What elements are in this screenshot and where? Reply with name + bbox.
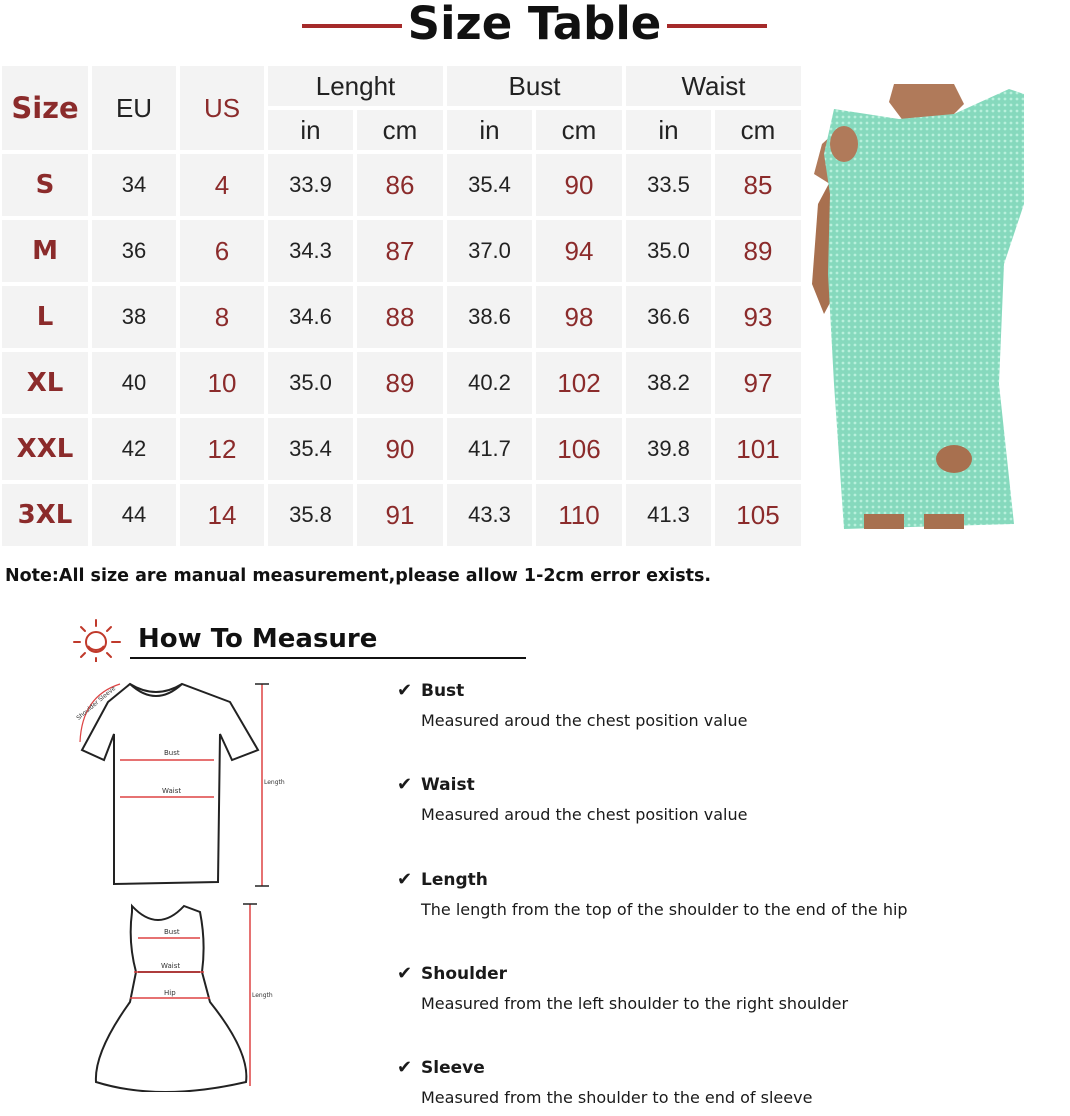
unit-cm: cm <box>357 110 443 150</box>
how-to-measure-title: How To Measure <box>138 624 378 654</box>
size-header: Size <box>2 66 88 150</box>
bust-cm-cell: 102 <box>536 352 622 414</box>
table-row <box>2 286 801 348</box>
dress-length-label: Length <box>252 992 273 999</box>
eu-header: EU <box>92 66 176 150</box>
unit-in: in <box>447 110 532 150</box>
unit-in: in <box>626 110 711 150</box>
length-in-cell: 35.8 <box>268 484 353 546</box>
check-icon: ✔ <box>397 774 413 795</box>
length-cm-cell: 86 <box>357 154 443 216</box>
table-row <box>2 484 801 546</box>
bust-in-cell: 37.0 <box>447 220 532 282</box>
eu-cell: 42 <box>92 418 176 480</box>
item-title: Length <box>421 870 488 890</box>
waist-cm-cell: 101 <box>715 418 801 480</box>
bust-in-cell: 41.7 <box>447 418 532 480</box>
size-cell: XL <box>2 352 88 414</box>
unit-in: in <box>268 110 353 150</box>
model-photo <box>804 84 1024 529</box>
model-illustration <box>804 84 1024 529</box>
bust-in-cell: 35.4 <box>447 154 532 216</box>
waist-in-cell: 33.5 <box>626 154 711 216</box>
list-item <box>397 774 747 824</box>
shoulder-sleeve-label: Shoulder Sleeve <box>75 685 118 722</box>
list-item <box>397 869 908 919</box>
tshirt-waist-label: Waist <box>162 787 182 795</box>
header-row-groups <box>2 66 801 106</box>
us-header: US <box>180 66 264 150</box>
table-row <box>2 220 801 282</box>
item-desc: The length from the top of the shoulder to the end of the hip <box>421 900 908 919</box>
table-row <box>2 352 801 414</box>
waist-header: Waist <box>626 66 801 106</box>
dress-waist-label: Waist <box>161 962 181 970</box>
size-cell: L <box>2 286 88 348</box>
bust-cm-cell: 90 <box>536 154 622 216</box>
list-item <box>397 680 747 730</box>
item-desc: Measured from the shoulder to the end of sleeve <box>421 1088 813 1107</box>
us-cell: 10 <box>180 352 264 414</box>
waist-cm-cell: 97 <box>715 352 801 414</box>
waist-in-cell: 38.2 <box>626 352 711 414</box>
length-header: Lenght <box>268 66 443 106</box>
waist-cm-cell: 93 <box>715 286 801 348</box>
table-row <box>2 418 801 480</box>
bust-in-cell: 43.3 <box>447 484 532 546</box>
waist-cm-cell: 85 <box>715 154 801 216</box>
waist-in-cell: 35.0 <box>626 220 711 282</box>
bust-cm-cell: 106 <box>536 418 622 480</box>
size-cell: XXL <box>2 418 88 480</box>
waist-in-cell: 36.6 <box>626 286 711 348</box>
check-icon: ✔ <box>397 1057 413 1078</box>
item-desc: Measured aroud the chest position value <box>421 805 748 824</box>
eu-cell: 44 <box>92 484 176 546</box>
us-cell: 8 <box>180 286 264 348</box>
how-to-measure-header <box>72 618 532 662</box>
length-cm-cell: 88 <box>357 286 443 348</box>
size-cell: S <box>2 154 88 216</box>
length-cm-cell: 90 <box>357 418 443 480</box>
title-underline <box>130 657 526 659</box>
us-cell: 4 <box>180 154 264 216</box>
measurement-note: Note:All size are manual measurement,please allow 1-2cm error exists. <box>5 566 712 586</box>
eu-cell: 34 <box>92 154 176 216</box>
item-desc: Measured from the left shoulder to the right shoulder <box>421 994 849 1013</box>
check-icon: ✔ <box>397 680 413 701</box>
length-in-cell: 34.6 <box>268 286 353 348</box>
check-icon: ✔ <box>397 869 413 890</box>
sun-icon <box>72 618 124 662</box>
size-table-header <box>0 0 1070 52</box>
eu-cell: 36 <box>92 220 176 282</box>
length-in-cell: 34.3 <box>268 220 353 282</box>
measurement-diagram <box>60 672 290 1092</box>
list-item <box>397 1057 812 1107</box>
bust-cm-cell: 98 <box>536 286 622 348</box>
unit-cm: cm <box>536 110 622 150</box>
unit-cm: cm <box>715 110 801 150</box>
length-cm-cell: 91 <box>357 484 443 546</box>
length-in-cell: 35.4 <box>268 418 353 480</box>
length-in-cell: 33.9 <box>268 154 353 216</box>
bust-cm-cell: 110 <box>536 484 622 546</box>
size-cell: 3XL <box>2 484 88 546</box>
waist-cm-cell: 89 <box>715 220 801 282</box>
us-cell: 12 <box>180 418 264 480</box>
item-title: Bust <box>421 681 465 701</box>
us-cell: 14 <box>180 484 264 546</box>
us-cell: 6 <box>180 220 264 282</box>
item-desc: Measured aroud the chest position value <box>421 711 748 730</box>
item-title: Waist <box>421 775 475 795</box>
table-row <box>2 154 801 216</box>
check-icon: ✔ <box>397 963 413 984</box>
dress-bust-label: Bust <box>164 928 180 936</box>
title-rule-right <box>667 24 767 28</box>
bust-cm-cell: 94 <box>536 220 622 282</box>
size-cell: M <box>2 220 88 282</box>
list-item <box>397 963 848 1013</box>
tshirt-bust-label: Bust <box>164 749 180 757</box>
waist-in-cell: 39.8 <box>626 418 711 480</box>
waist-in-cell: 41.3 <box>626 484 711 546</box>
bust-in-cell: 38.6 <box>447 286 532 348</box>
eu-cell: 40 <box>92 352 176 414</box>
size-table <box>0 62 805 550</box>
page-title: Size Table <box>407 0 662 50</box>
item-title: Shoulder <box>421 964 508 984</box>
title-rule-left <box>302 24 402 28</box>
tshirt-length-label: Length <box>264 779 285 786</box>
bust-header: Bust <box>447 66 622 106</box>
item-title: Sleeve <box>421 1058 485 1078</box>
length-cm-cell: 87 <box>357 220 443 282</box>
eu-cell: 38 <box>92 286 176 348</box>
length-cm-cell: 89 <box>357 352 443 414</box>
dress-hip-label: Hip <box>164 989 176 997</box>
bust-in-cell: 40.2 <box>447 352 532 414</box>
waist-cm-cell: 105 <box>715 484 801 546</box>
length-in-cell: 35.0 <box>268 352 353 414</box>
